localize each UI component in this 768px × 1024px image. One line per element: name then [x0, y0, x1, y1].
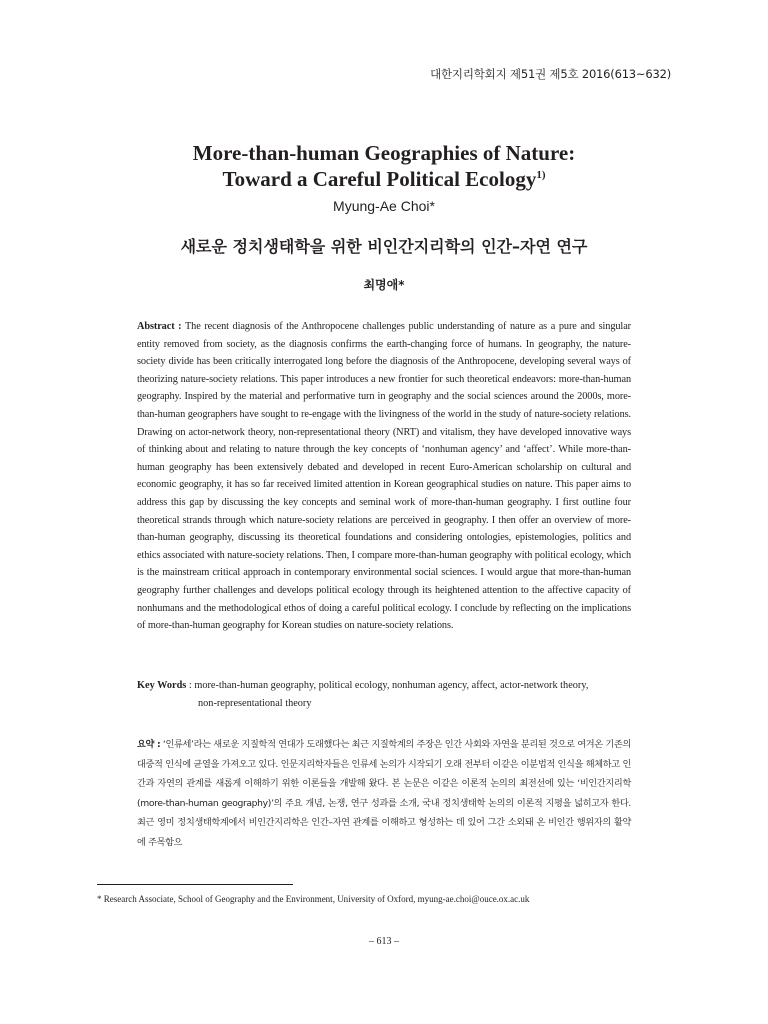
keywords-label: Key Words — [137, 680, 187, 691]
journal-header: 대한지리학회지 제51권 제5호 2016(613~632) — [430, 67, 671, 81]
footnote: * Research Associate, School of Geography and the Environment, University of Oxford, myung-ae.choi@ouce.ox.ac.uk — [97, 894, 530, 904]
abstract-label: Abstract : — [137, 321, 182, 332]
abstract-text: The recent diagnosis of the Anthropocene challenges public understanding of nature as a pure and singular entity removed from society, as the diagnosis confirms the earth-changing force of humans. In geography, the nature-society divide has been critically interrogated long before the diagnosis of the Anthropocene, developing several ways of theorizing nature-society relations. This paper introduces a new frontier for such theoretical endeavors: more-than-human geography. Inspired by the material and performative turn in geography and the social sciences around the 2000s, more-than-human geographers have sought to re-engage with the livingness of the world in the study of nature-society relations. Drawing on actor-network theory, non-representational theory (NRT) and vitalism, they have developed innovative ways of thinking about and relating to nature through the key concepts of ‘nonhuman agency’ and ‘affect’. While more-than-human geography has been extensively debated and developed in recent Euro-American scholarship on cultural and economic geography, it has so far received limited attention in Korean geographical studies on nature. This paper aims to address this gap by discussing the key concepts and seminal work of more-than-human geography. I first outline four theoretical strands through which nature-society relations are perceived in geography. I then offer an overview of more-than-human geography, discussing its theoretical foundations and considering ontologies, epistemologies, politics and ethics associated with nature-society relations. Then, I compare more-than-human geography with political ecology, which is the mainstream critical approach in contemporary environmental social sciences. I would argue that more-than-human geography further challenges and develops political ecology through its heightened attention to the affective capacity of nonhumans and the methodological ethos of doing a careful political ecology. I conclude by reflecting on the implications of more-than-human geography for Korean studies on nature-society relations. — [137, 321, 631, 632]
keywords-row — [137, 677, 631, 695]
author-name-en: Myung-Ae Choi* — [333, 198, 435, 214]
keywords — [137, 677, 631, 712]
keywords-line-1: : more-than-human geography, political ecology, nonhuman agency, affect, actor-network theory, — [188, 680, 589, 691]
summary-text: ‘인류세’라는 새로운 지질학적 연대가 도래했다는 최근 지질학계의 주장은 인간 사회와 자연을 분리된 것으로 여겨온 기존의 대중적 인식에 균열을 가져오고 있다. 인문지리학자들은 인류세 논의가 시작되기 오래 전부터 이같은 이분법적 인식을 해체하고 인간과 자연의 관계를 새롭게 이해하기 위한 이론들을 개발해 왔다. 본 논문은 이같은 이론적 논의의 최전선에 있는 ‘비인간지리학(more-than-human geography)’의 주요 개념, 논쟁, 연구 성과를 소개, 국내 정치생태학 논의의 이론적 지평을 넓히고자 한다. 최근 영미 정치생태학계에서 비인간지리학은 인간–자연 관계를 이해하고 형성하는 데 있어 그간 소외돼 온 비인간 행위자의 활약에 주목함으 — [137, 739, 631, 848]
summary-ko — [137, 735, 631, 852]
keywords-line-2: non-representational theory — [198, 697, 312, 709]
page-number: – 613 – — [369, 936, 399, 947]
abstract — [137, 318, 631, 635]
title-footnote-mark[interactable]: 1) — [536, 169, 546, 181]
summary-label: 요약 : — [137, 739, 161, 750]
author-name-ko: 최명애* — [363, 278, 405, 292]
paper-title-line-2 — [0, 166, 768, 192]
paper-title-line-2-text: Toward a Careful Political Ecology — [222, 167, 537, 191]
title-block — [0, 140, 768, 214]
footnote-divider — [97, 884, 293, 885]
paper-title-ko: 새로운 정치생태학을 위한 비인간지리학의 인간–자연 연구 — [180, 237, 588, 256]
paper-title-line-1: More-than-human Geographies of Nature: — [192, 141, 576, 165]
